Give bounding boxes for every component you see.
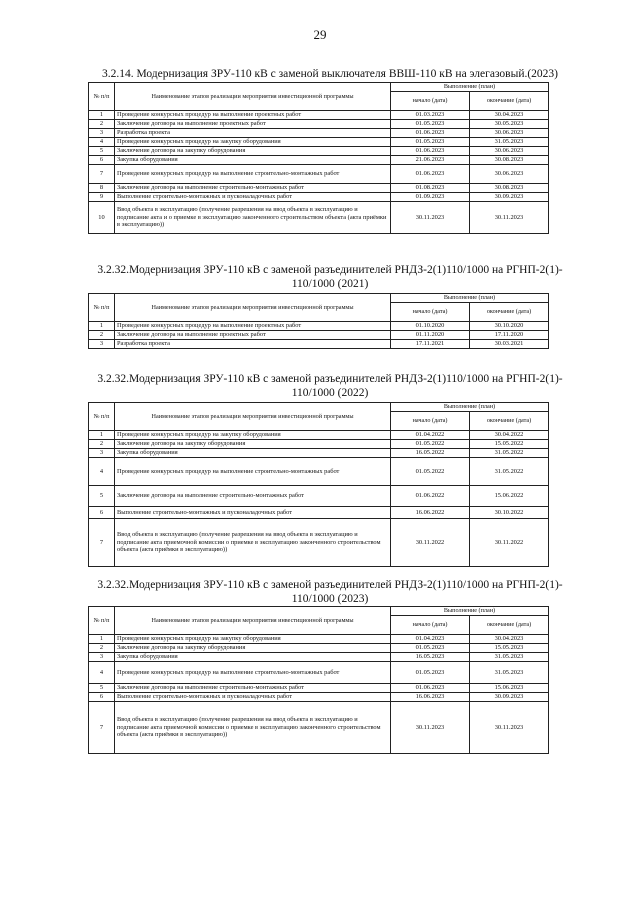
row-end: 30.11.2023 — [470, 702, 549, 754]
section-title-line: 110/1000 (2023) — [291, 593, 369, 605]
table-row — [89, 431, 549, 440]
row-end: 30.06.2023 — [470, 147, 549, 156]
row-start: 01.06.2023 — [391, 684, 470, 693]
row-num: 4 — [89, 138, 115, 147]
section-title-line: 110/1000 (2021) — [291, 278, 369, 290]
row-end: 31.05.2022 — [470, 458, 549, 486]
row-start: 01.05.2023 — [391, 120, 470, 129]
row-name: Заключение договора на выполнение строительно-монтажных работ — [115, 684, 391, 693]
table-header-row — [89, 294, 549, 303]
row-end: 30.10.2022 — [470, 507, 549, 519]
table-row — [89, 440, 549, 449]
row-num: 1 — [89, 322, 115, 331]
row-end: 30.11.2022 — [470, 519, 549, 567]
table-row — [89, 322, 549, 331]
row-start: 17.11.2021 — [391, 340, 470, 349]
row-end: 30.09.2023 — [470, 193, 549, 202]
header-name: Наименование этапов реализации мероприятия инвестиционной программы — [115, 294, 391, 322]
header-exec: Выполнение (план) — [391, 607, 549, 616]
table-row — [89, 340, 549, 349]
row-start: 01.11.2020 — [391, 331, 470, 340]
header-num: № п/п — [89, 83, 115, 111]
table-row — [89, 156, 549, 165]
row-name: Проведение конкурсных процедур на закупку оборудования — [115, 431, 391, 440]
schedule-table — [88, 82, 549, 234]
table-row — [89, 449, 549, 458]
row-name: Заключение договора на выполнение проектных работ — [115, 120, 391, 129]
row-name: Закупка оборудования — [115, 449, 391, 458]
row-start: 01.06.2023 — [391, 129, 470, 138]
table-row — [89, 331, 549, 340]
row-num: 1 — [89, 111, 115, 120]
section-title-line: 3.2.32.Модернизация ЗРУ-110 кВ с заменой разъединителей РНДЗ-2(1)110/1000 на РГНП-2(1)- — [97, 579, 563, 591]
table-row — [89, 662, 549, 684]
table-row — [89, 111, 549, 120]
section-title — [60, 578, 600, 606]
page-number: 29 — [313, 27, 327, 42]
table-row — [89, 129, 549, 138]
row-end: 17.11.2020 — [470, 331, 549, 340]
row-num: 3 — [89, 449, 115, 458]
table-header-row — [89, 607, 549, 616]
row-num: 5 — [89, 684, 115, 693]
row-start: 01.09.2023 — [391, 193, 470, 202]
row-end: 30.04.2022 — [470, 431, 549, 440]
header-end: окончание (дата) — [470, 303, 549, 322]
header-num: № п/п — [89, 607, 115, 635]
row-end: 31.05.2023 — [470, 662, 549, 684]
table-header-row — [89, 403, 549, 412]
row-num: 5 — [89, 147, 115, 156]
schedule-table — [88, 402, 549, 567]
row-start: 21.06.2023 — [391, 156, 470, 165]
table-row — [89, 693, 549, 702]
table-row — [89, 507, 549, 519]
row-end: 15.05.2022 — [470, 440, 549, 449]
row-name: Проведение конкурсных процедур на выполнение проектных работ — [115, 322, 391, 331]
section-title — [60, 372, 600, 400]
table-row — [89, 684, 549, 693]
table-row — [89, 486, 549, 507]
section-title-line: 3.2.14. Модернизация ЗРУ-110 кВ с заменой выключателя ВВШ-110 кВ на элегазовый.(2023) — [101, 68, 559, 80]
row-name: Проведение конкурсных процедур на закупку оборудования — [115, 138, 391, 147]
row-num: 7 — [89, 702, 115, 754]
header-name: Наименование этапов реализации мероприятия инвестиционной программы — [115, 83, 391, 111]
row-start: 16.05.2023 — [391, 653, 470, 662]
section-title — [60, 67, 600, 81]
row-name: Заключение договора на закупку оборудования — [115, 147, 391, 156]
row-start: 01.08.2023 — [391, 184, 470, 193]
row-name: Заключение договора на закупку оборудования — [115, 644, 391, 653]
row-num: 6 — [89, 507, 115, 519]
row-name: Заключение договора на выполнение проектных работ — [115, 331, 391, 340]
row-start: 01.03.2023 — [391, 111, 470, 120]
row-num: 1 — [89, 431, 115, 440]
row-num: 2 — [89, 644, 115, 653]
header-num: № п/п — [89, 403, 115, 431]
row-num: 2 — [89, 120, 115, 129]
row-name: Закупка оборудования — [115, 156, 391, 165]
row-end: 15.06.2022 — [470, 486, 549, 507]
schedule-table — [88, 606, 549, 754]
table-row — [89, 519, 549, 567]
row-end: 30.08.2023 — [470, 184, 549, 193]
row-num: 4 — [89, 662, 115, 684]
table-row — [89, 644, 549, 653]
table-row — [89, 202, 549, 234]
row-end: 30.04.2023 — [470, 635, 549, 644]
row-name: Ввод объекта в эксплуатацию (получение разрешения на ввод объекта в эксплуатацию и подписание акта приемочной комиссии о приемке в эксплуатацию законченного строительством объекта (акта приёмки в эксплуатацию)) — [115, 519, 391, 567]
header-start: начало (дата) — [391, 616, 470, 635]
row-end: 30.06.2023 — [470, 165, 549, 184]
row-start: 16.05.2022 — [391, 449, 470, 458]
table-row — [89, 165, 549, 184]
header-exec: Выполнение (план) — [391, 403, 549, 412]
row-start: 01.10.2020 — [391, 322, 470, 331]
row-name: Ввод объекта в эксплуатацию (получение разрешения на ввод объекта в эксплуатацию и подписание акта приемочной комиссии о приемке в эксплуатацию законченного строительством объекта (акта приёмки в эксплуатацию)) — [115, 702, 391, 754]
header-end: окончание (дата) — [470, 412, 549, 431]
row-num: 6 — [89, 693, 115, 702]
row-end: 30.05.2023 — [470, 120, 549, 129]
row-start: 30.11.2023 — [391, 702, 470, 754]
row-end: 31.05.2023 — [470, 138, 549, 147]
row-num: 1 — [89, 635, 115, 644]
header-end: окончание (дата) — [470, 92, 549, 111]
header-num: № п/п — [89, 294, 115, 322]
row-end: 15.05.2023 — [470, 644, 549, 653]
row-end: 31.05.2023 — [470, 653, 549, 662]
row-name: Заключение договора на выполнение строительно-монтажных работ — [115, 184, 391, 193]
row-start: 01.05.2022 — [391, 440, 470, 449]
row-name: Разработка проекта — [115, 129, 391, 138]
row-start: 01.06.2023 — [391, 165, 470, 184]
row-num: 7 — [89, 519, 115, 567]
section-title-line: 3.2.32.Модернизация ЗРУ-110 кВ с заменой разъединителей РНДЗ-2(1)110/1000 на РГНП-2(1)- — [97, 264, 563, 276]
row-num: 2 — [89, 440, 115, 449]
row-name: Ввод объекта в эксплуатацию (получение разрешения на ввод объекта в эксплуатацию и подписание акта и о приемке в эксплуатацию законченного строительством объекта (акта приёмки в эксплуатацию)) — [115, 202, 391, 234]
table-row — [89, 635, 549, 644]
row-end: 30.09.2023 — [470, 693, 549, 702]
schedule-table — [88, 293, 549, 349]
row-end: 30.03.2021 — [470, 340, 549, 349]
table-row — [89, 458, 549, 486]
row-end: 30.08.2023 — [470, 156, 549, 165]
section-title — [60, 263, 600, 291]
table-row — [89, 653, 549, 662]
row-start: 01.06.2022 — [391, 486, 470, 507]
row-name: Проведение конкурсных процедур на выполнение строительно-монтажных работ — [115, 662, 391, 684]
header-exec: Выполнение (план) — [391, 83, 549, 92]
table-row — [89, 184, 549, 193]
row-end: 30.11.2023 — [470, 202, 549, 234]
row-num: 3 — [89, 340, 115, 349]
row-num: 5 — [89, 486, 115, 507]
row-name: Проведение конкурсных процедур на выполнение проектных работ — [115, 111, 391, 120]
row-num: 8 — [89, 184, 115, 193]
row-name: Заключение договора на закупку оборудования — [115, 440, 391, 449]
row-num: 7 — [89, 165, 115, 184]
table-header-row — [89, 83, 549, 92]
row-end: 15.06.2023 — [470, 684, 549, 693]
row-name: Выполнение строительно-монтажных и пусконаладочных работ — [115, 193, 391, 202]
header-start: начало (дата) — [391, 412, 470, 431]
row-start: 01.05.2023 — [391, 644, 470, 653]
row-name: Проведение конкурсных процедур на выполнение строительно-монтажных работ — [115, 458, 391, 486]
row-name: Проведение конкурсных процедур на выполнение строительно-монтажных работ — [115, 165, 391, 184]
row-name: Разработка проекта — [115, 340, 391, 349]
table-row — [89, 138, 549, 147]
row-end: 31.05.2022 — [470, 449, 549, 458]
row-name: Заключение договора на выполнение строительно-монтажных работ — [115, 486, 391, 507]
table-row — [89, 147, 549, 156]
row-start: 01.05.2022 — [391, 458, 470, 486]
header-end: окончание (дата) — [470, 616, 549, 635]
row-num: 9 — [89, 193, 115, 202]
row-num: 3 — [89, 653, 115, 662]
row-num: 3 — [89, 129, 115, 138]
row-start: 01.06.2023 — [391, 147, 470, 156]
row-end: 30.06.2023 — [470, 129, 549, 138]
table-row — [89, 702, 549, 754]
row-num: 2 — [89, 331, 115, 340]
row-start: 01.04.2023 — [391, 635, 470, 644]
table-row — [89, 193, 549, 202]
row-start: 16.06.2022 — [391, 507, 470, 519]
row-start: 16.06.2023 — [391, 693, 470, 702]
header-start: начало (дата) — [391, 303, 470, 322]
header-start: начало (дата) — [391, 92, 470, 111]
row-num: 6 — [89, 156, 115, 165]
row-num: 4 — [89, 458, 115, 486]
row-name: Выполнение строительно-монтажных и пусконаладочных работ — [115, 507, 391, 519]
row-end: 30.04.2023 — [470, 111, 549, 120]
row-start: 01.05.2023 — [391, 138, 470, 147]
row-start: 30.11.2022 — [391, 519, 470, 567]
header-exec: Выполнение (план) — [391, 294, 549, 303]
header-name: Наименование этапов реализации мероприятия инвестиционной программы — [115, 403, 391, 431]
header-name: Наименование этапов реализации мероприятия инвестиционной программы — [115, 607, 391, 635]
row-num: 10 — [89, 202, 115, 234]
section-title-line: 110/1000 (2022) — [291, 387, 369, 399]
table-row — [89, 120, 549, 129]
row-start: 30.11.2023 — [391, 202, 470, 234]
row-name: Выполнение строительно-монтажных и пусконаладочных работ — [115, 693, 391, 702]
row-end: 30.10.2020 — [470, 322, 549, 331]
row-name: Проведение конкурсных процедур на закупку оборудования — [115, 635, 391, 644]
section-title-line: 3.2.32.Модернизация ЗРУ-110 кВ с заменой разъединителей РНДЗ-2(1)110/1000 на РГНП-2(1)- — [97, 373, 563, 385]
row-start: 01.05.2023 — [391, 662, 470, 684]
row-name: Закупка оборудования — [115, 653, 391, 662]
row-start: 01.04.2022 — [391, 431, 470, 440]
